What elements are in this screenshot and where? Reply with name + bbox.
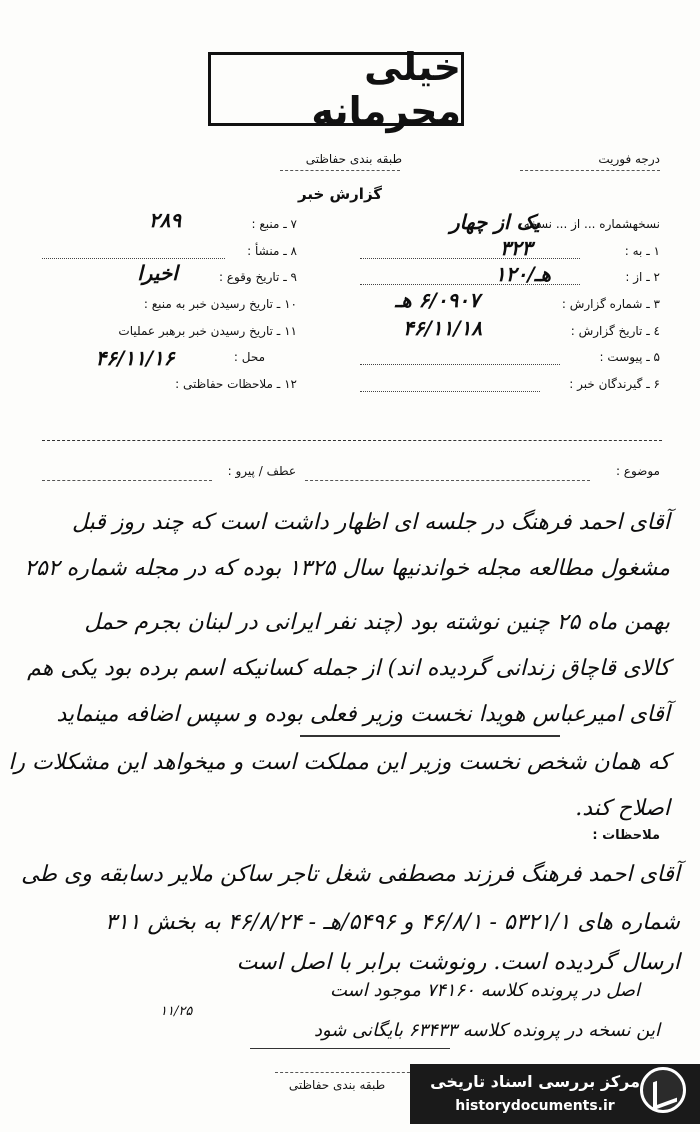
- field-report-date-value: ۴۶/۱۱/۱۸: [402, 316, 483, 340]
- body-line: آقای احمد فرهنگ در جلسه ای اظهار داشت است که چند روز قبل: [71, 510, 670, 535]
- notes-label: ملاحظات :: [592, 828, 660, 843]
- notes-line: شماره های ۵۳۲۱/۱ - ۴۶/۸/۱ و ۵۴۹۶/هـ - ۴۶/۸/۲۴ به بخش ۳۱۱: [105, 910, 680, 935]
- field-attachment-line: [360, 364, 560, 365]
- notes-line: ارسال گردیده است. رونوشت برابر با اصل است: [236, 950, 680, 975]
- filing-underline: [250, 1048, 450, 1049]
- section-divider: [42, 440, 662, 441]
- field-recipients-label: ۶ ـ گیرندگان خبر :: [569, 377, 660, 391]
- field-occurrence-date-value: اخیرا: [137, 261, 178, 285]
- body-line: کالای قاچاق زندانی گردیده اند) از جمله کسانیکه اسم برده بود یکی هم: [27, 656, 670, 681]
- field-place-label: محل :: [233, 350, 265, 364]
- filing-line: این نسخه در پرونده کلاسه ۶۳۴۳۳ بایگانی شود: [313, 1020, 660, 1041]
- field-origin-line: [42, 258, 225, 259]
- field-origin-label: ۸ ـ منشأ :: [247, 244, 297, 258]
- stamp-text: خیلی محرمانه: [311, 45, 461, 133]
- field-source-value: ۲۸۹: [148, 208, 182, 232]
- classification-footer: طبقه بندی حفاظتی: [288, 1078, 386, 1092]
- field-to-value: ۳۲۳: [500, 236, 533, 260]
- field-copy-number-value: یک از چهار: [450, 210, 540, 234]
- body-line: که همان شخص نخست وزیر این مملکت است و میخواهد این مشکلات را: [8, 750, 670, 775]
- field-occurrence-date-label: ۹ ـ تاریخ وقوع :: [218, 270, 297, 284]
- field-place-value: ۴۶/۱۱/۱۶: [95, 346, 175, 370]
- field-from-label: ۲ ـ از :: [625, 270, 660, 284]
- body-line: اصلاح کند.: [575, 796, 670, 821]
- header-rule-right: [520, 170, 660, 171]
- classification-stamp: [208, 45, 464, 133]
- marginal-note: ۱۱/۲۵: [160, 1004, 193, 1019]
- body-line: مشغول مطالعه مجله خواندنیها سال ۱۳۲۵ بوده که در مجله شماره ۲۵۲: [24, 556, 670, 581]
- notes-line: آقای احمد فرهنگ فرزند مصطفی شغل تاجر ساکن ملایر دسابقه وی طی: [21, 862, 680, 887]
- urgency-label: درجه فوریت: [598, 152, 660, 166]
- field-source-label: ۷ ـ منبع :: [251, 217, 297, 231]
- watermark-url: historydocuments.ir: [455, 1098, 615, 1114]
- field-from-value: ۱۲۰/هـ: [495, 262, 551, 286]
- field-report-date-label: ٤ ـ تاریخ گزارش :: [570, 324, 660, 338]
- report-title: گزارش خبر: [297, 185, 383, 203]
- subject-rule-right: [305, 480, 590, 481]
- underline-mark: [300, 735, 560, 737]
- footer-rule: [275, 1072, 415, 1073]
- field-copy-number-label: نسخهشماره ... از ... نسخه: [523, 217, 660, 231]
- reference-label: عطف / پیرو :: [227, 464, 296, 478]
- field-recipients-line: [360, 391, 540, 392]
- field-security-notes-label: ۱۲ ـ ملاحظات حفاظتی :: [175, 377, 297, 391]
- body-line: آقای امیرعباس هویدا نخست وزیر فعلی بوده و سپس اضافه مینماید: [56, 702, 670, 727]
- header-rule-left: [280, 170, 400, 171]
- archive-logo-icon: [640, 1067, 686, 1113]
- field-source-received-date-label: ۱۰ ـ تاریخ رسیدن خبر به منبع :: [143, 297, 297, 311]
- field-report-number-label: ۳ ـ شماره گزارش :: [561, 297, 660, 311]
- field-attachment-label: ۵ ـ پیوست :: [599, 350, 660, 364]
- body-line: بهمن ماه ۲۵ چنین نوشته بود (چند نفر ایرانی در لبنان بجرم حمل: [84, 610, 670, 635]
- subject-label: موضوع :: [615, 464, 660, 478]
- watermark-title: مرکز بررسی اسناد تاریخی: [430, 1072, 640, 1091]
- field-to-label: ۱ ـ به :: [624, 244, 660, 258]
- field-ops-received-date-label: ۱۱ ـ تاریخ رسیدن خبر برهبر عملیات: [118, 324, 297, 338]
- subject-rule-left: [42, 480, 212, 481]
- filing-line: اصل در پرونده کلاسه ۷۴۱۶۰ موجود است: [329, 980, 640, 1001]
- field-report-number-value: ۶/۰۹۰۷ هـ: [395, 288, 480, 312]
- classification-header: طبقه بندی حفاظتی: [305, 152, 402, 166]
